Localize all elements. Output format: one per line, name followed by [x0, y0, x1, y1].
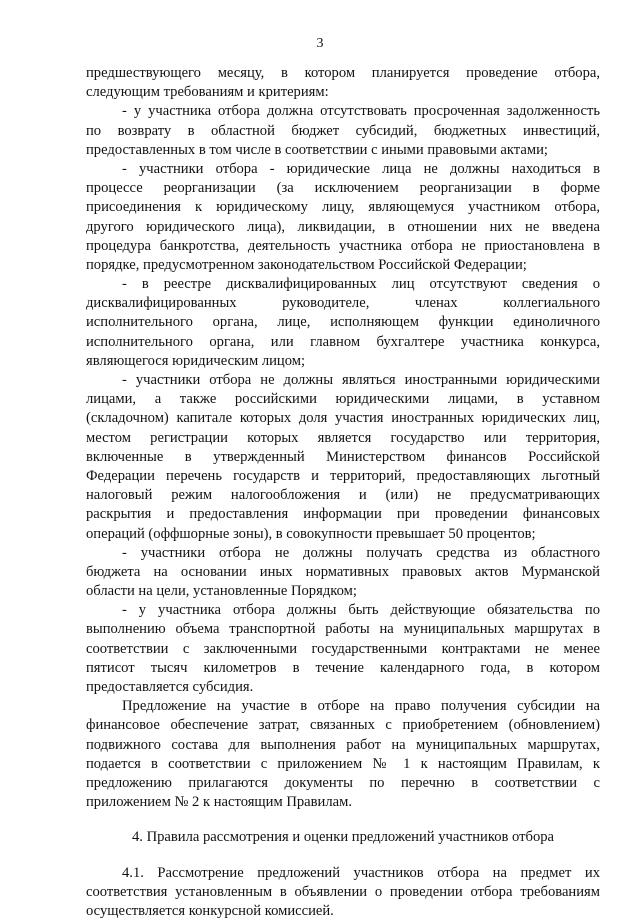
text-line: порядке, предусмотренном законодательством Российской Федерации;	[86, 256, 600, 275]
text-line: по возврату в областной бюджет субсидий, бюджетных инвестиций,	[86, 122, 600, 141]
text-line: соответствия установленным в объявлении о проведении отбора требованиям	[86, 883, 600, 902]
text-line: налоговый режим налогообложения и (или) не предусматривающих	[86, 486, 600, 505]
paragraph	[86, 102, 600, 160]
paragraph	[86, 601, 600, 697]
text-line: (складочном) капитале которых доля участия иностранных юридических лиц,	[86, 409, 600, 428]
paragraph	[86, 697, 600, 812]
text-line: предшествующего месяцу, в котором планируется проведение отбора,	[86, 64, 600, 83]
text-line: осуществляется конкурсной комиссией.	[86, 902, 600, 921]
text-line: лицами, а также российскими юридическими лицами, в уставном	[86, 390, 600, 409]
spacer	[86, 812, 600, 828]
text-line: 4.1. Рассмотрение предложений участников отбора на предмет их	[86, 864, 600, 883]
text-line: подвижного состава для выполнения работ на муниципальных маршрутах,	[86, 736, 600, 755]
text-line: - в реестре дисквалифицированных лиц отсутствуют сведения о	[86, 275, 600, 294]
text-line: являющегося юридическим лицом;	[86, 352, 600, 371]
text-line: следующим требованиям и критериям:	[86, 83, 600, 102]
text-line: исполнительного органа, или главном бухгалтере участника конкурса,	[86, 333, 600, 352]
text-line: местом регистрации которых является государство или территория,	[86, 429, 600, 448]
text-line: исполнительного органа, лице, исполняющем функции единоличного	[86, 313, 600, 332]
section-heading: 4. Правила рассмотрения и оценки предложений участников отбора	[86, 828, 600, 847]
text-line: - у участника отбора должны быть действующие обязательства по	[86, 601, 600, 620]
spacer	[86, 848, 600, 864]
text-line: включенные в утвержденный Министерством финансов Российской	[86, 448, 600, 467]
text-line: другого юридического лица), ликвидации, в отношении них не введена	[86, 218, 600, 237]
text-line: предоставляется субсидия.	[86, 678, 600, 697]
text-line: соответствии с заключенными государственными контрактами не менее	[86, 640, 600, 659]
text-line: - участники отбора не должны получать средства из областного	[86, 544, 600, 563]
page-number: 3	[0, 34, 640, 53]
text-line: пятисот тысяч километров в течение календарного года, в котором	[86, 659, 600, 678]
text-line: - участники отбора - юридические лица не должны находиться в	[86, 160, 600, 179]
text-line: области на цели, установленные Порядком;	[86, 582, 600, 601]
text-line: дисквалифицированных руководителе, членах коллегиального	[86, 294, 600, 313]
paragraph	[86, 864, 600, 921]
text-line: бюджета на основании иных нормативных правовых актов Мурманской	[86, 563, 600, 582]
text-line: процедура банкротства, деятельность участника отбора не приостановлена в	[86, 237, 600, 256]
text-line: Федерации перечень государств и территорий, предоставляющих льготный	[86, 467, 600, 486]
document-body	[86, 64, 600, 921]
text-line: приложением № 2 к настоящим Правилам.	[86, 793, 600, 812]
text-line: операций (оффшорные зоны), в совокупности превышает 50 процентов;	[86, 525, 600, 544]
text-line: выполнению объема транспортной работы на муниципальных маршрутах в	[86, 620, 600, 639]
text-line: раскрытия и предоставления информации при проведении финансовых	[86, 505, 600, 524]
text-line: предложению прилагаются документы по перечню в соответствии с	[86, 774, 600, 793]
text-line: - у участника отбора должна отсутствовать просроченная задолженность	[86, 102, 600, 121]
text-line: предоставленных в том числе в соответствии с иными правовыми актами;	[86, 141, 600, 160]
text-line: подается в соответствии с приложением № 1 к настоящим Правилам, к	[86, 755, 600, 774]
paragraph	[86, 371, 600, 544]
paragraph	[86, 544, 600, 602]
text-line: присоединения к юридическому лицу, являющемуся участником отбора,	[86, 198, 600, 217]
text-line: Предложение на участие в отборе на право получения субсидии на	[86, 697, 600, 716]
paragraph	[86, 275, 600, 371]
text-line: финансовое обеспечение затрат, связанных с приобретением (обновлением)	[86, 716, 600, 735]
paragraph	[86, 160, 600, 275]
text-line: - участники отбора не должны являться иностранными юридическими	[86, 371, 600, 390]
paragraph	[86, 64, 600, 102]
text-line: процессе реорганизации (за исключением реорганизации в форме	[86, 179, 600, 198]
